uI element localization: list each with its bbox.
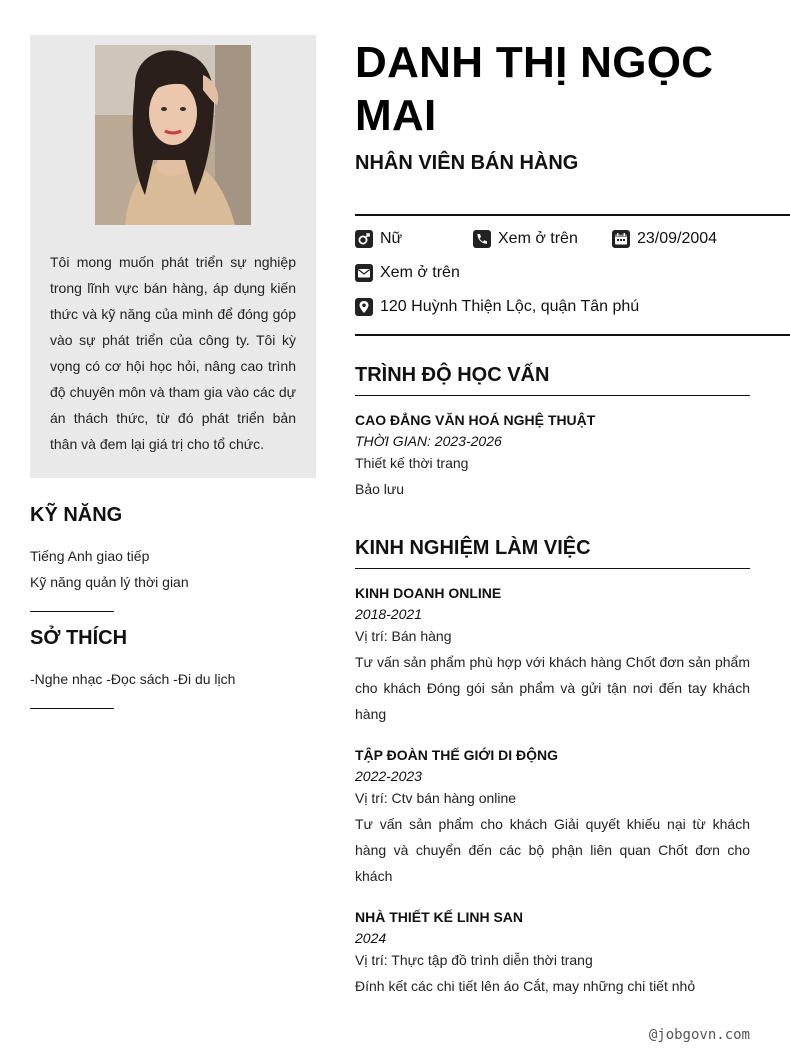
job-entry	[355, 909, 750, 999]
profile-photo	[95, 45, 251, 225]
location-pin-icon	[355, 298, 373, 316]
education-status: Bảo lưu	[355, 481, 405, 497]
contact-top-rule	[355, 214, 790, 216]
phone-value: Xem ở trên	[498, 230, 578, 247]
skills-section	[30, 504, 316, 612]
job-position: Vị trí: Thực tập đồ trình diễn thời trang	[355, 952, 593, 968]
education-major: Thiết kế thời trang	[355, 455, 469, 471]
job-company: KINH DOANH ONLINE	[355, 585, 502, 601]
experience-section	[355, 537, 750, 999]
address-value: 120 Huỳnh Thiện Lộc, quận Tân phú	[380, 298, 640, 315]
contact-row-address	[355, 295, 639, 319]
gender-item	[355, 230, 473, 248]
job-position: Vị trí: Ctv bán hàng online	[355, 790, 517, 806]
job-title: NHÂN VIÊN BÁN HÀNG	[355, 152, 579, 174]
job-period: 2024	[355, 930, 387, 946]
email-item	[355, 264, 460, 282]
school-name: CAO ĐẲNG VĂN HOÁ NGHỆ THUẬT	[355, 412, 596, 428]
job-entry	[355, 585, 750, 727]
job-entry	[355, 747, 750, 889]
profile-panel	[30, 35, 316, 478]
job-description: Tư vấn sản phẩm phù hợp với khách hàng Chốt đơn sản phẩm cho khách Đóng gói sản phẩm và gửi tận nơi đến tay khách hàng	[355, 654, 750, 722]
gender-icon	[355, 230, 373, 248]
birthday-item	[612, 230, 717, 248]
skill-item: Kỹ năng quản lý thời gian	[30, 574, 189, 590]
contact-bottom-rule	[355, 334, 790, 336]
email-value: Xem ở trên	[380, 264, 460, 281]
job-company: NHÀ THIẾT KẾ LINH SAN	[355, 909, 523, 925]
job-period: 2018-2021	[355, 606, 422, 622]
job-position: Vị trí: Bán hàng	[355, 628, 452, 644]
hobbies-divider	[30, 708, 114, 709]
education-heading: TRÌNH ĐỘ HỌC VẤN	[355, 364, 750, 396]
hobbies-heading: SỞ THÍCH	[30, 627, 128, 649]
education-time: THỜI GIAN: 2023-2026	[355, 433, 502, 449]
job-description: Đính kết các chi tiết lên áo Cắt, may những chi tiết nhỏ	[355, 978, 696, 994]
phone-icon	[473, 230, 491, 248]
birthday-value: 23/09/2004	[637, 230, 718, 247]
phone-item	[473, 230, 612, 248]
contact-row-email	[355, 261, 460, 285]
hobbies-text: -Nghe nhạc -Đọc sách -Đi du lịch	[30, 671, 236, 687]
job-company: TẬP ĐOÀN THẾ GIỚI DI ĐỘNG	[355, 747, 559, 763]
education-section	[355, 364, 750, 502]
career-objective: Tôi mong muốn phát triển sự nghiệp trong lĩnh vực bán hàng, áp dụng kiến thức và kỹ năng của mình để đóng góp vào sự phát triển của công ty. Tôi kỳ vọng có cơ hội học hỏi, nâng cao trình độ chuyên môn và tham gia vào các dự án thách thức, từ đó phát triển bản thân và đem lại giá trị cho tổ chức.	[50, 254, 296, 452]
hobbies-section	[30, 627, 316, 709]
job-period: 2022-2023	[355, 768, 422, 784]
skill-item: Tiếng Anh giao tiếp	[30, 548, 150, 564]
skills-heading: KỸ NĂNG	[30, 504, 123, 526]
skills-divider	[30, 611, 114, 612]
gender-value: Nữ	[380, 230, 403, 247]
watermark: @jobgovn.com	[648, 1027, 750, 1043]
experience-heading: KINH NGHIỆM LÀM VIỆC	[355, 537, 750, 569]
job-description: Tư vấn sản phẩm cho khách Giải quyết khiếu nại từ khách hàng và chuyển đến các bộ phận liên quan Chốt đơn cho khách	[355, 816, 750, 884]
calendar-icon	[612, 230, 630, 248]
contact-row-basic	[355, 227, 717, 251]
email-icon	[355, 264, 373, 282]
address-item	[355, 298, 639, 316]
candidate-name: DANH THỊ NGỌC MAI	[355, 38, 714, 140]
